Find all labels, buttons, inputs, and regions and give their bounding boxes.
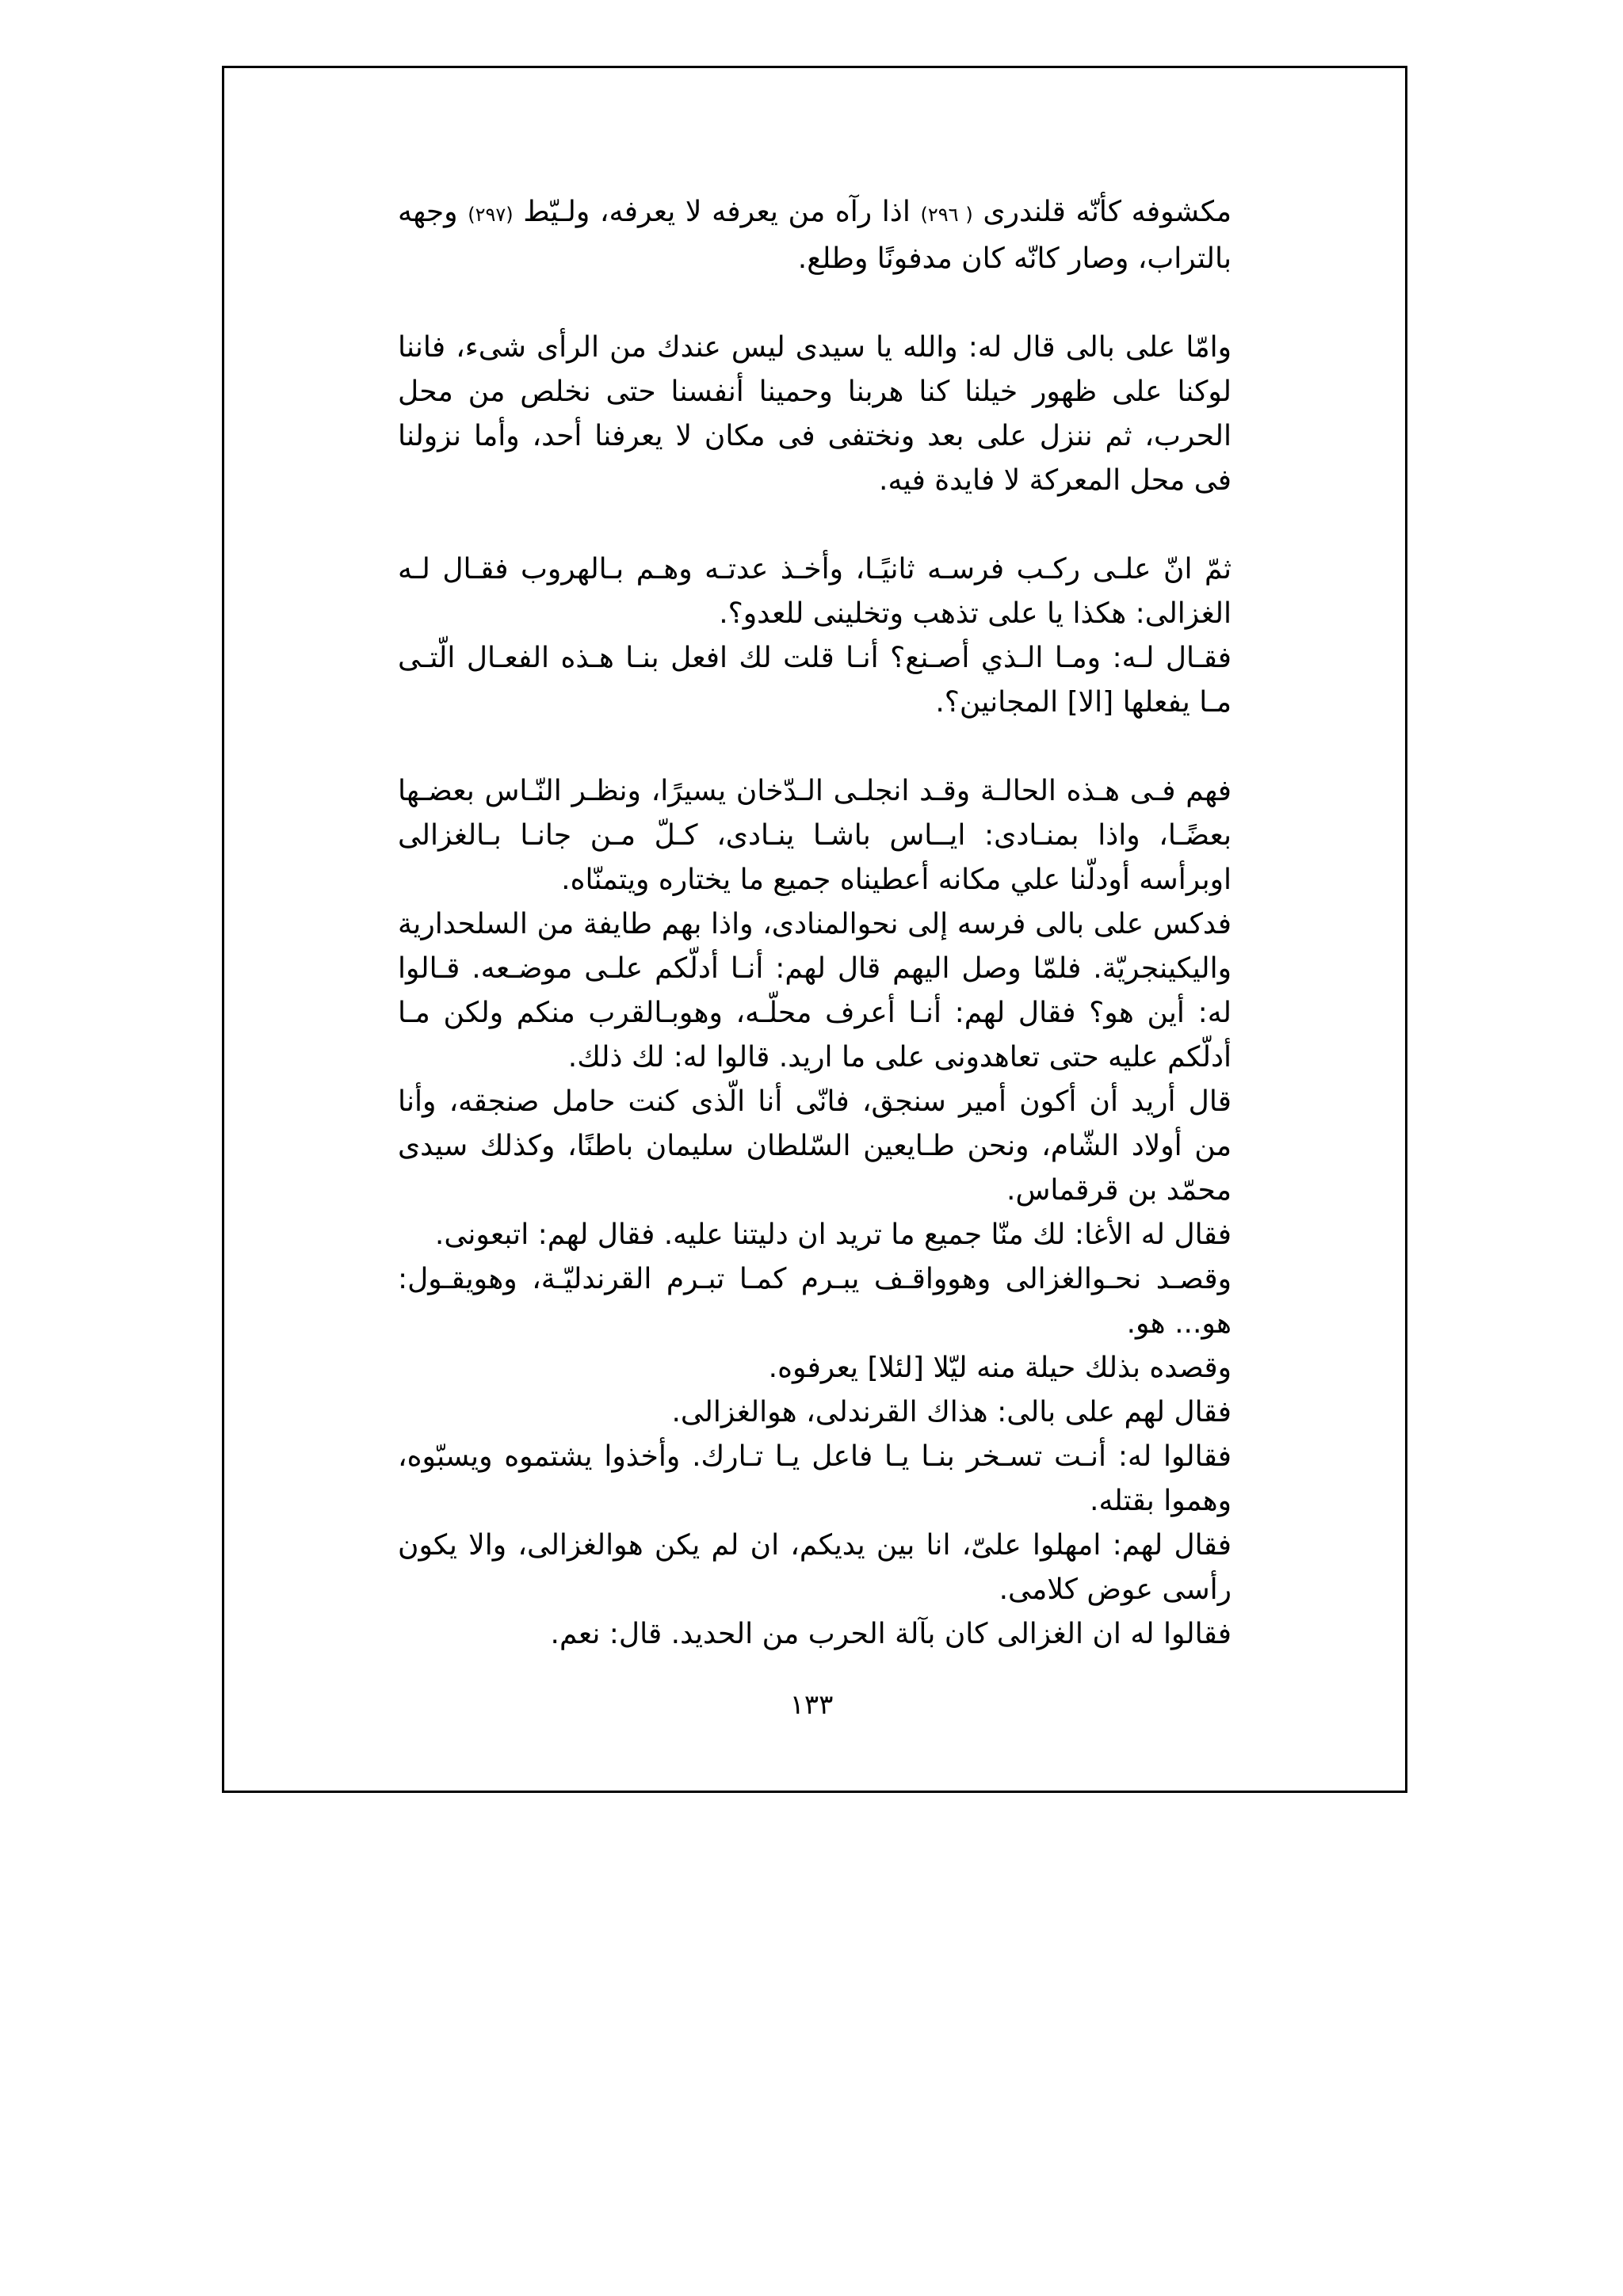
paragraph-spacer — [398, 281, 1232, 326]
paragraph-14: فقالوا له ان الغزالى كان بآلة الحرب من الحديد. قال: نعم. — [550, 1618, 1232, 1650]
paragraph-7: قال أريد أن أكون أمير سنجق، فانّى أنا الّذى كنت حامل صنجقه، وأنا من أولاد الشّام، ونحن طـايعين السّلطان سليمان باطنًا، وكذلك سيدى محمّد بن قرقماس. — [398, 1085, 1232, 1207]
paragraph-3: ثمّ انّ علـى ركـب فرسـه ثانيًـا، وأخـذ عدتـه وهـم بـالهروب فقـال لـه الغزالى: هكذا يا على تذهب وتخلينى للعدو؟. — [398, 553, 1232, 630]
paragraph-1-text-end: وجهه بالتراب، وصار كانّه كان مدفونًا وطلع. — [398, 196, 1232, 275]
page-number: ١٣٣ — [789, 1689, 834, 1721]
paragraph-1-text-middle: اذا رآه من يعرفه لا يعرفه، ولـيّط — [513, 196, 921, 228]
paragraph-13: فقال لهم: امهلوا علىّ، انا بين يديكم، ان لم يكن هوالغزالى، والا يكون رأسى عوض كلامى. — [398, 1529, 1232, 1606]
paragraph-spacer — [398, 725, 1232, 769]
paragraph-1 — [398, 190, 1232, 281]
footnote-ref-297: (٢٩٧) — [468, 204, 514, 226]
footnote-ref-296: ( ٢٩٦) — [920, 204, 973, 226]
paragraph-11: فقال لهم على بالى: هذاك القرندلى، هوالغزالى. — [671, 1396, 1232, 1428]
paragraph-5: فهم فـى هـذه الحالـة وقـد انجلـى الـدّخان يسيرًا، ونظـر النّـاس بعضـها بعضًـا، واذا بمنـادى: ايــاس باشـا ينـادى، كـلّ مـن جانـا بـالغزالى اوبرأسه أودلّنا علي مكانه أعطيناه جميع ما يختاره ويتمنّاه. — [398, 775, 1232, 896]
paragraph-6: فدكس على بالى فرسه إلى نحوالمنادى، واذا بهم طايفة من السلحدارية واليكينجريّة. فلمّا وصل اليهم قال لهم: أنـا أدلّكم علـى موضـعه. قـالوا له: أين هو؟ فقال لهم: أنـا أعرف محلّـه، وهوبـالقرب منكم ولكن مـا أدلّكم عليه حتى تعاهدونى على ما اريد. قالوا له: لك ذلك. — [398, 908, 1232, 1074]
paragraph-spacer — [398, 503, 1232, 547]
paragraph-8: فقال له الأغا: لك منّا جميع ما تريد ان دليتنا عليه. فقال لهم: اتبعونى. — [434, 1219, 1232, 1251]
paragraph-12: فقالوا له: أنـت تسـخر بنـا يـا فاعل يـا تـارك. وأخذوا يشتموه ويسبّوه، وهموا بقتله. — [398, 1440, 1232, 1517]
paragraph-10: وقصده بذلك حيلة منه ليّلا [لئلا] يعرفوه. — [768, 1352, 1232, 1384]
body-text — [398, 190, 1232, 1657]
paragraph-2: وامّا على بالى قال له: والله يا سيدى ليس عندك من الرأى شىء، فاننا لوكنا على ظهور خيلنا كنا هربنا وحمينا أنفسنا حتى نخلص من محل الحرب، ثم ننزل على بعد ونختفى فى مكان لا يعرفنا أحد، وأما نزولنا فى محل المعركة لا فايدة فيه. — [398, 331, 1232, 497]
paragraph-9: وقصـد نحـوالغزالى وهوواقـف يبـرم كمـا تبـرم القرندليّـة، وهويقـول: هو... هو. — [398, 1263, 1232, 1340]
paragraph-1-text-start: مكشوفه كأنّه قلندرى — [972, 196, 1232, 228]
paragraph-4: فقـال لـه: ومـا الـذي أصـنع؟ أنـا قلت لك افعل بنـا هـذه الفعـال الّتـى مـا يفعلها [الا] المجانين؟. — [398, 642, 1232, 719]
